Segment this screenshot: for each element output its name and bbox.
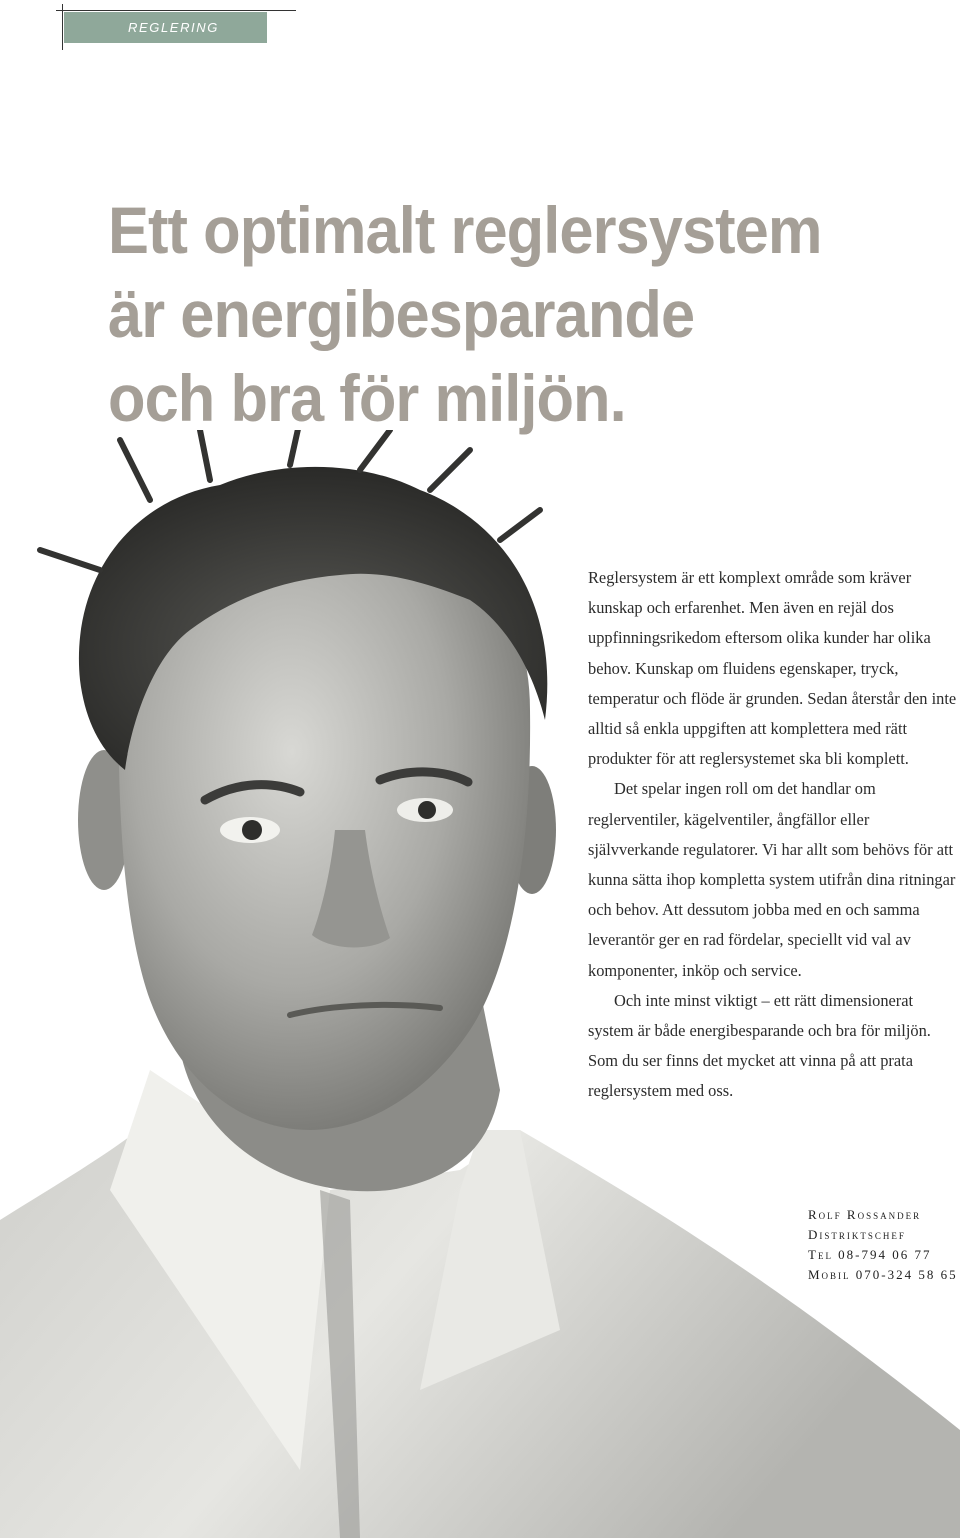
contact-title: Distriktschef [808,1227,906,1242]
contact-name: Rolf Rossander [808,1207,922,1222]
contact-phone: Tel 08-794 06 77 [808,1247,932,1262]
section-label: REGLERING [64,12,267,43]
body-paragraph-2: Det spelar ingen roll om det handlar om reglerventiler, kägelventiler, ångfällor eller självverkande regulatorer. Vi har allt som behövs för att kunna sätta ihop kompletta system utifrån dina ritningar och behov. Att dessutom jobba med en och samma leverantör ger en rad fördelar, speciellt vid val av komponenter, inköp och service. [588,779,956,980]
headline-line-2: är energibesparande [108,277,695,351]
contact-mobile: Mobil 070-324 58 65 [808,1267,958,1282]
body-text [588,563,960,1107]
headline-line-3: och bra för miljön. [108,361,626,435]
headline-line-1: Ett optimalt reglersystem [108,193,822,267]
headline [108,188,822,440]
contact-block [808,1205,958,1285]
body-paragraph-1: Reglersystem är ett komplext område som kräver kunskap och erfarenhet. Men även en rejäl dos uppfinningsrikedom eftersom olika kunder har olika behov. Kunskap om fluidens egenskaper, tryck, temperatur och flöde är grunden. Sedan återstår den inte alltid så enkla uppgiften att komplettera med rätt produkter för att reglersystemet ska bli komplett. [588,568,957,769]
body-paragraph-3: Och inte minst viktigt – ett rätt dimensionerat system är både energibesparande och bra för miljön. Som du ser finns det mycket att vinna på att prata reglersystem med oss. [588,990,931,1101]
crop-mark-horizontal [56,10,296,11]
